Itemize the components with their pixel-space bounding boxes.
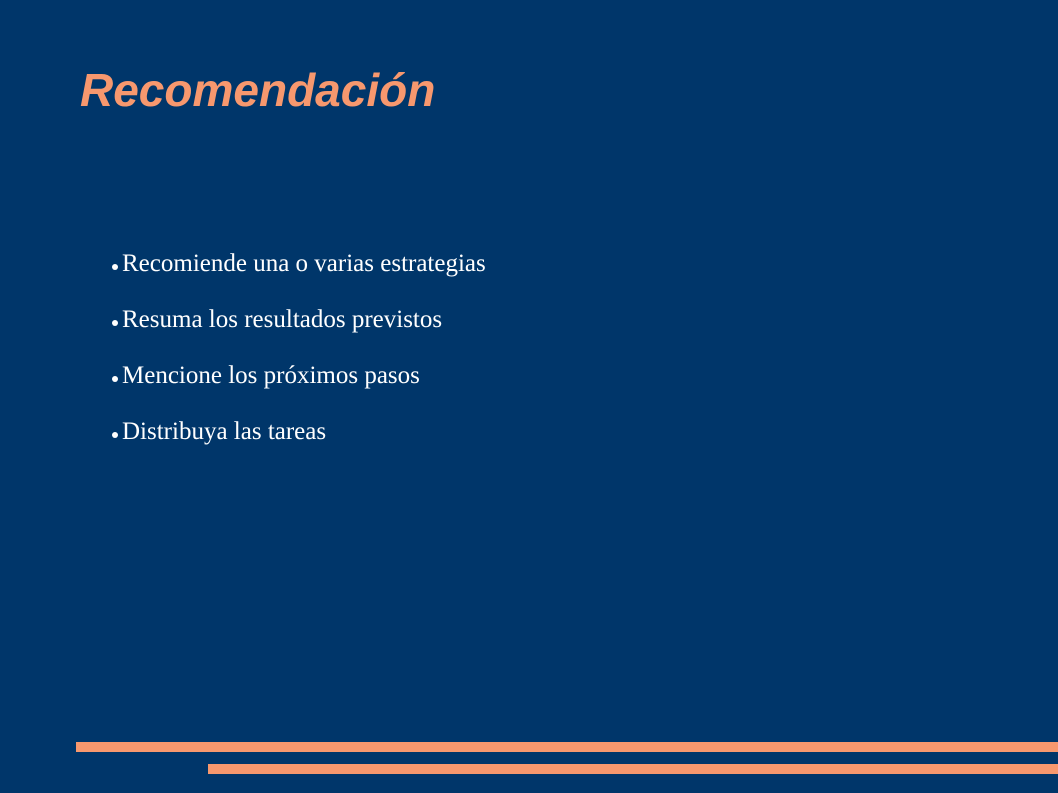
bullet-dot-icon <box>112 432 118 438</box>
list-item <box>112 348 486 404</box>
list-item <box>112 236 486 292</box>
list-item <box>112 404 486 460</box>
bullet-list <box>112 236 486 460</box>
bullet-dot-icon <box>112 376 118 382</box>
decorative-bar-bottom <box>208 764 1058 774</box>
slide-title: Recomendación <box>80 64 436 116</box>
decorative-bar-top <box>76 742 1058 752</box>
bullet-dot-icon <box>112 320 118 326</box>
bullet-text: Mencione los próximos pasos <box>122 362 420 389</box>
bullet-text: Distribuya las tareas <box>122 418 327 445</box>
bullet-text: Recomiende una o varias estrategias <box>122 250 486 277</box>
bullet-text: Resuma los resultados previstos <box>122 306 443 333</box>
list-item <box>112 292 486 348</box>
bullet-dot-icon <box>112 264 118 270</box>
